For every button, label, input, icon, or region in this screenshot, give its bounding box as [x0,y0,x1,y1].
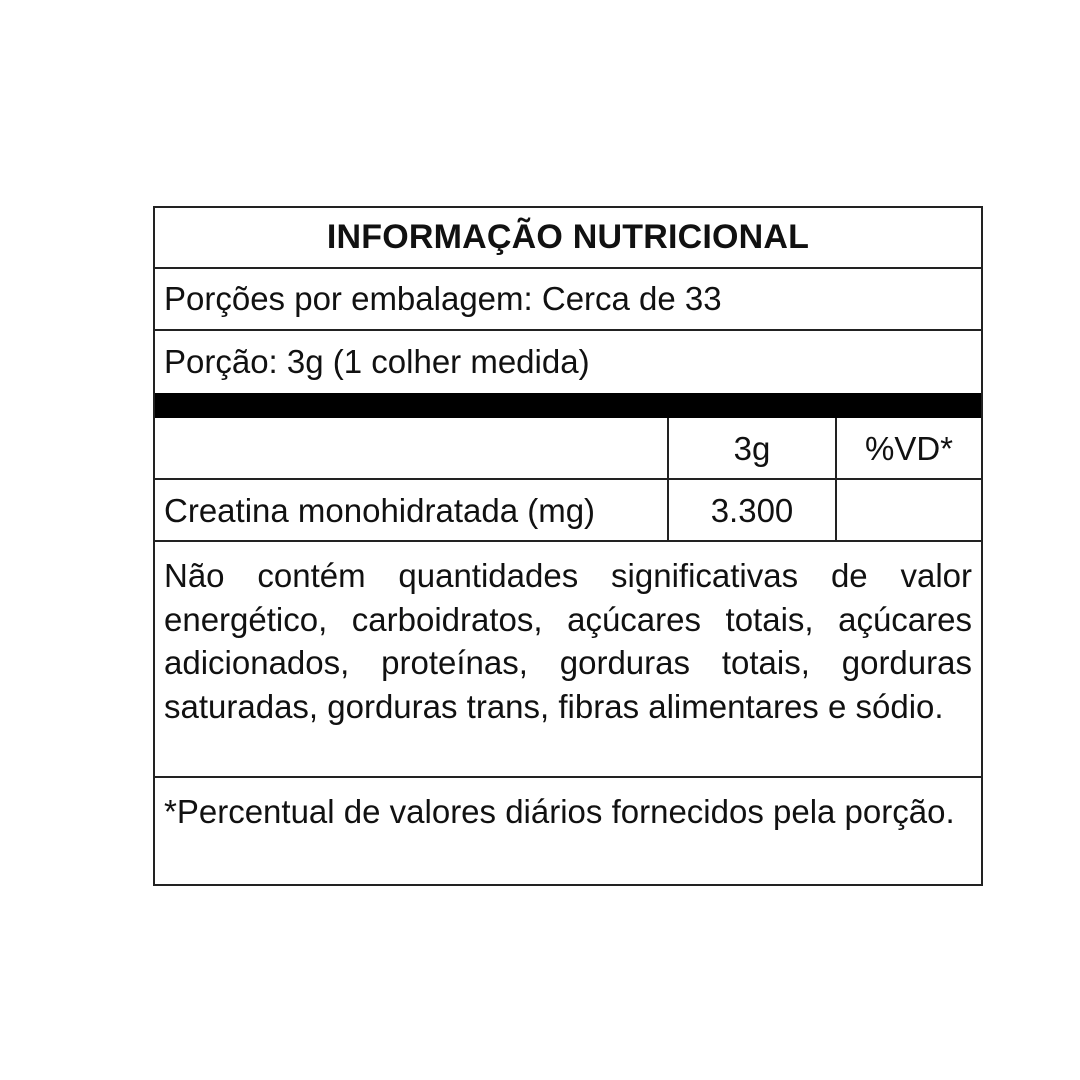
serving-size: Porção: 3g (1 colher medida) [164,343,590,380]
nutrient-daily-value [837,480,981,540]
insignificant-amounts-notice: Não contém quantidades significativas de valor energético, carboidratos, açúcares totais, açúcares adicionados, proteínas, gorduras totais, gorduras saturadas, gorduras trans, fibras alimentares e sódio. [155,542,981,778]
table-header-row [155,418,981,480]
nutrition-facts-label [153,206,983,886]
nutrient-amount: 3.300 [669,480,837,540]
servings-per-package: Porções por embalagem: Cerca de 33 [155,269,981,331]
thick-divider [155,393,981,418]
nutrient-name: Creatina monohidratada (mg) [155,480,669,540]
header-amount-column: 3g [669,418,837,478]
header-daily-value-column: %VD* [864,430,954,467]
label-title: INFORMAÇÃO NUTRICIONAL [155,208,981,269]
header-nutrient-column [155,418,669,478]
table-row [155,480,981,542]
daily-value-footnote: *Percentual de valores diários fornecidos pela porção. [164,793,955,830]
